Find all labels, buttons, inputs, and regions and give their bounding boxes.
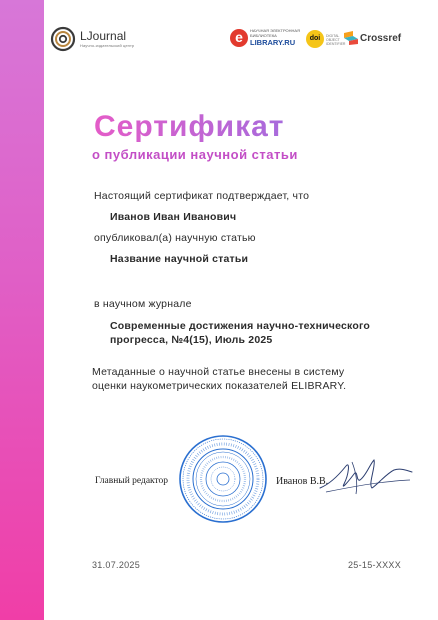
doi-caption: DIGITAL OBJECT IDENTIFIER xyxy=(326,34,346,46)
ljournal-logo xyxy=(50,26,134,52)
certificate-subtitle: о публикации научной статьи xyxy=(92,147,298,162)
intro-text: Настоящий сертификат подтверждает, что xyxy=(94,190,310,202)
decorative-sidebar xyxy=(0,0,44,620)
doi-logo-icon: doi xyxy=(306,30,324,48)
certificate-title: Сертификат xyxy=(94,110,285,143)
ljournal-name: LJournal xyxy=(80,29,127,43)
article-title: Название научной статьи xyxy=(110,253,249,265)
metadata-line1: Метаданные о научной статье внесены в систему xyxy=(92,366,345,378)
journal-name-line2: прогресса, №4(15), Июль 2025 xyxy=(110,334,273,346)
crossref-icon xyxy=(344,31,358,45)
crossref-logo xyxy=(344,31,401,45)
editor-signature xyxy=(316,454,414,500)
ljournal-spiral-icon xyxy=(50,26,76,52)
in-journal-text: в научном журнале xyxy=(94,298,192,310)
crossref-name: Crossref xyxy=(360,32,402,44)
elibrary-logo xyxy=(230,29,300,47)
author-name: Иванов Иван Иванович xyxy=(110,211,237,223)
editor-role: Главный редактор xyxy=(95,476,169,486)
certificate-number: 25-15-XXXX xyxy=(348,560,402,570)
elibrary-name: LIBRARY.RU xyxy=(250,38,296,47)
elibrary-e-icon: e xyxy=(230,29,248,47)
ljournal-subtitle: Научно-издательский центр xyxy=(80,43,135,48)
issue-date: 31.07.2025 xyxy=(92,560,141,570)
editor-name: Иванов В.В. xyxy=(276,476,329,487)
official-seal xyxy=(178,434,268,524)
published-text: опубликовал(а) научную статью xyxy=(94,232,256,244)
metadata-line2: оценки наукометрических показателей ELIBRARY. xyxy=(92,380,347,392)
journal-name-line1: Современные достижения научно-технического xyxy=(110,320,371,332)
elibrary-caption: НАУЧНАЯ ЭЛЕКТРОННАЯ БИБЛИОТЕКА xyxy=(250,28,300,38)
